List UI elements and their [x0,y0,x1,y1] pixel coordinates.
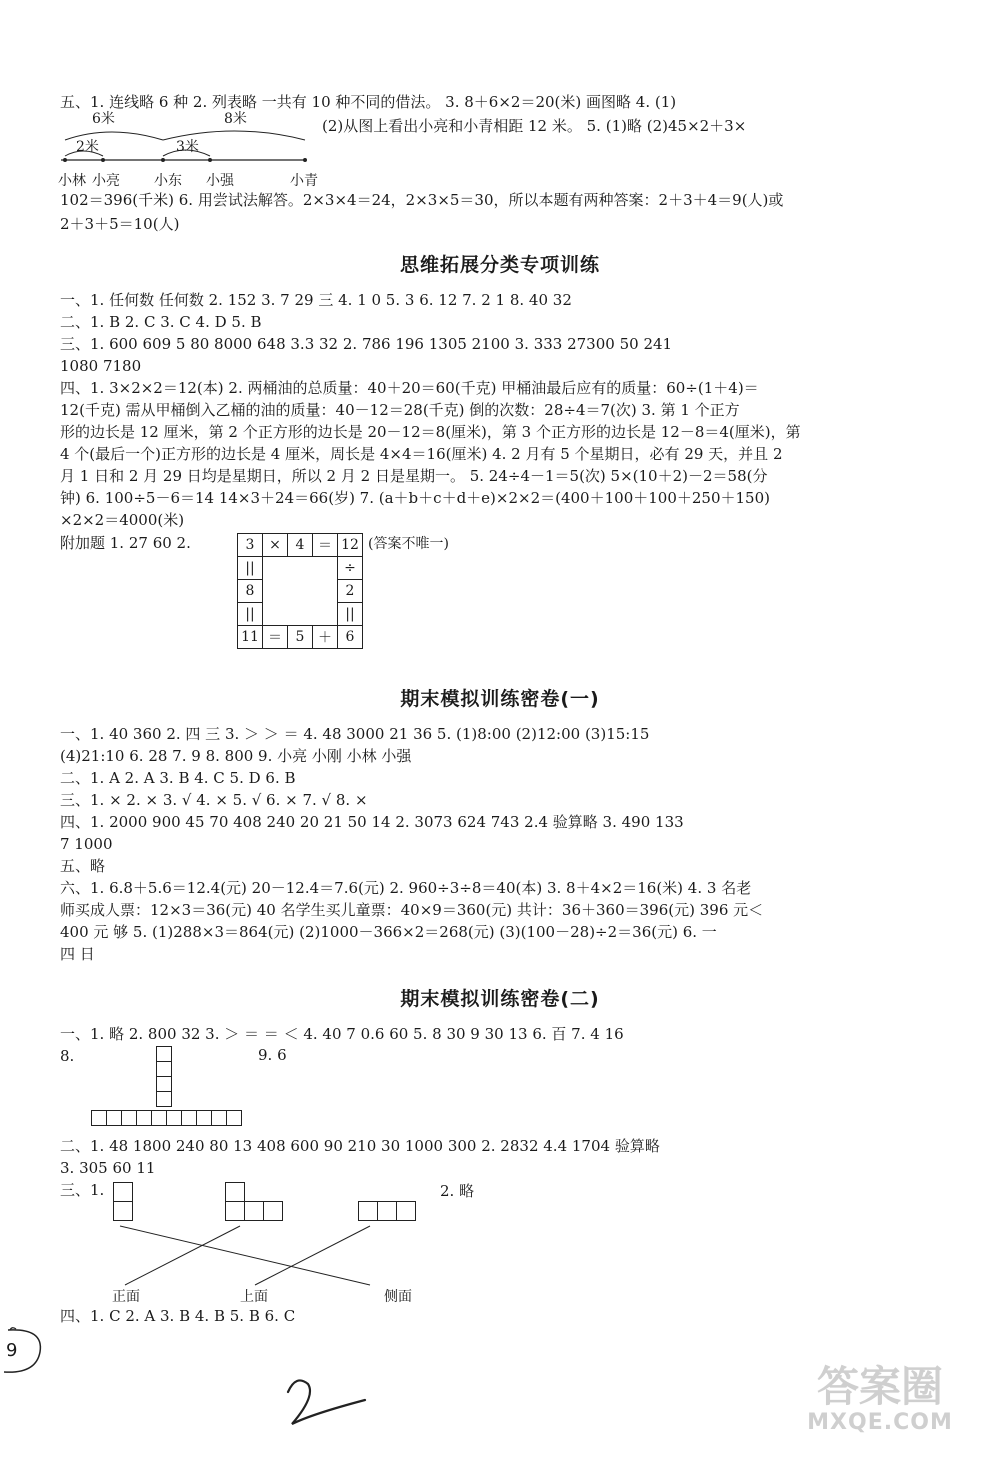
answer-line: 钟) 6. 100÷5－6＝14 14×3＋24＝66(岁) 7. (a＋b＋c＋d＋e)×2×2＝(400＋100＋100＋250＋150) [60,489,770,507]
person-label: 小林 [58,173,86,189]
answer-line: 一、1. 略 2. 800 32 3. ＞ ＝ ＝ ＜ 4. 40 7 0.6 60 5. 8 30 9 30 13 6. 百 7. 4 16 [60,1025,624,1043]
person-label: 小亮 [92,173,120,189]
answer-line: 二、1. 48 1800 240 80 13 408 600 90 210 30 1000 300 2. 2832 4.4 1704 验算略 [60,1137,660,1155]
grid-cell: || [238,557,263,580]
grid-cell: × [263,534,288,557]
grid-cell: 12 [338,534,363,557]
answer-line: 二、1. B 2. C 3. C 4. D 5. B [60,313,262,331]
answer-line: 六、1. 6.8＋5.6＝12.4(元) 20－12.4＝7.6(元) 2. 960÷3÷8＝40(本) 3. 8＋4×2＝16(米) 4. 3 名老 [60,879,752,897]
handwritten-mark-icon [270,1370,380,1440]
grid-cell: ＝ [263,626,288,649]
answer-line: 102＝396(千米) 6. 用尝试法解答。2×3×4＝24，2×3×5＝30，所以本题有两种答案：2＋3＋4＝9(人)或 [60,191,784,209]
watermark-bottom: MXQE.COM [807,1410,953,1435]
answer-line: (4)21:10 6. 28 7. 9 8. 800 9. 小亮 小刚 小林 小强 [60,747,412,765]
distance-label: 3米 [176,139,199,155]
grid-cell: 8 [238,580,263,603]
watermark-logo [780,1364,980,1439]
answer-line: 一、1. 任何数 任何数 2. 152 3. 7 29 三 4. 1 0 5. 3 6. 12 7. 2 1 8. 40 32 [60,291,572,309]
bonus-label: 附加题 1. 27 60 2. [60,534,191,552]
grid-cell: 11 [238,626,263,649]
person-label: 小东 [154,173,182,189]
grid-cell: ＝ [313,534,338,557]
bonus-note: (答案不唯一) [368,536,449,552]
answer-line: 8. [60,1047,75,1065]
watermark-top: 答案圈 [816,1362,943,1411]
answer-line: 四 日 [60,945,95,963]
view-label: 正面 [112,1289,140,1305]
answer-line: ×2×2＝4000(米) [60,511,185,529]
answer-line: 四、1. 2000 900 45 70 408 240 20 21 50 14 2. 3073 624 743 2.4 验算略 3. 490 133 [60,813,684,831]
answer-line: 形的边长是 12 厘米，第 2 个正方形的边长是 20－12＝8(厘米)，第 3 个正方形的边长是 12－8＝4(厘米)，第 [60,423,801,441]
grid-cell: 4 [288,534,313,557]
answer-line: 三、1. 600 609 5 80 8000 648 3.3 32 2. 786 196 1305 2100 3. 333 27300 50 241 [60,335,673,353]
grid-cell: 6 [338,626,363,649]
answer-line: 三、1. [60,1181,105,1199]
answer-line: 一、1. 40 360 2. 四 三 3. ＞ ＞ ＝ 4. 48 3000 21 36 5. (1)8:00 (2)12:00 (3)15:15 [60,725,650,743]
person-label: 小强 [206,173,234,189]
section-title: 期末模拟训练密卷(二) [400,988,600,1010]
view-label: 侧面 [384,1289,412,1305]
answer-line: (2)从图上看出小亮和小青相距 12 米。 5. (1)略 (2)45×2＋3× [322,117,747,135]
section-title: 思维拓展分类专项训练 [399,254,600,276]
answer-line: 月 1 日和 2 月 29 日均是星期日，所以 2 月 2 日是星期一。 5. 24÷4－1＝5(次) 5×(10＋2)－2＝58(分 [60,467,768,485]
answer-line: 9. 6 [258,1046,287,1064]
answer-line: 五、略 [60,857,106,875]
section-title: 期末模拟训练密卷(一) [400,688,600,710]
answer-line: 4 个(最后一个)正方形的边长是 4 厘米，周长是 4×4＝16(厘米) 4. 2 月有 5 个星期日，必有 29 天，并且 2 [60,445,783,463]
person-label: 小青 [290,173,318,189]
answer-line: 二、1. A 2. A 3. B 4. C 5. D 6. B [60,769,296,787]
answer-line: 1080 7180 [60,357,142,375]
answer-line: 四、1. 3×2×2＝12(本) 2. 两桶油的总质量：40＋20＝60(千克) 甲桶油最后应有的质量：60÷(1＋4)＝ [60,379,759,397]
grid-cell: ÷ [338,557,363,580]
answer-line: 2＋3＋5＝10(人) [60,215,180,233]
answer-line: 3. 305 60 11 [60,1159,156,1177]
grid-cell: || [338,603,363,626]
distance-label: 8米 [224,111,247,127]
answer-line: 2. 略 [440,1182,475,1200]
view-label: 上面 [240,1289,268,1305]
answer-line: 12(千克) 需从甲桶倒入乙桶的油的质量：40－12＝28(千克) 倒的次数：28÷4＝7(次) 3. 第 1 个正方 [60,401,740,419]
grid-cell: || [238,603,263,626]
grid-cell: 3 [238,534,263,557]
answer-line: 三、1. × 2. × 3. √ 4. × 5. √ 6. × 7. √ 8. × [60,791,368,809]
grid-cell: ＋ [313,626,338,649]
answer-line: 师买成人票：12×3＝36(元) 40 名学生买儿童票：40×9＝360(元) 共计：36＋360＝396(元) 396 元＜ [60,901,764,919]
answer-line: 四、1. C 2. A 3. B 4. B 5. B 6. C [60,1307,296,1325]
answer-line: 7 1000 [60,835,113,853]
grid-cell: 2 [338,580,363,603]
page-number: 9 [6,1340,18,1361]
answer-line: 五、1. 连线略 6 种 2. 列表略 一共有 10 种不同的借法。 3. 8＋6×2＝20(米) 画图略 4. (1) [60,93,677,111]
grid-cell: 5 [288,626,313,649]
distance-label: 2米 [76,139,99,155]
answer-line: 400 元 够 5. (1)288×3＝864(元) (2)1000－366×2＝268(元) (3)(100－28)÷2＝36(元) 6. 一 [60,923,717,941]
distance-label: 6米 [92,111,115,127]
